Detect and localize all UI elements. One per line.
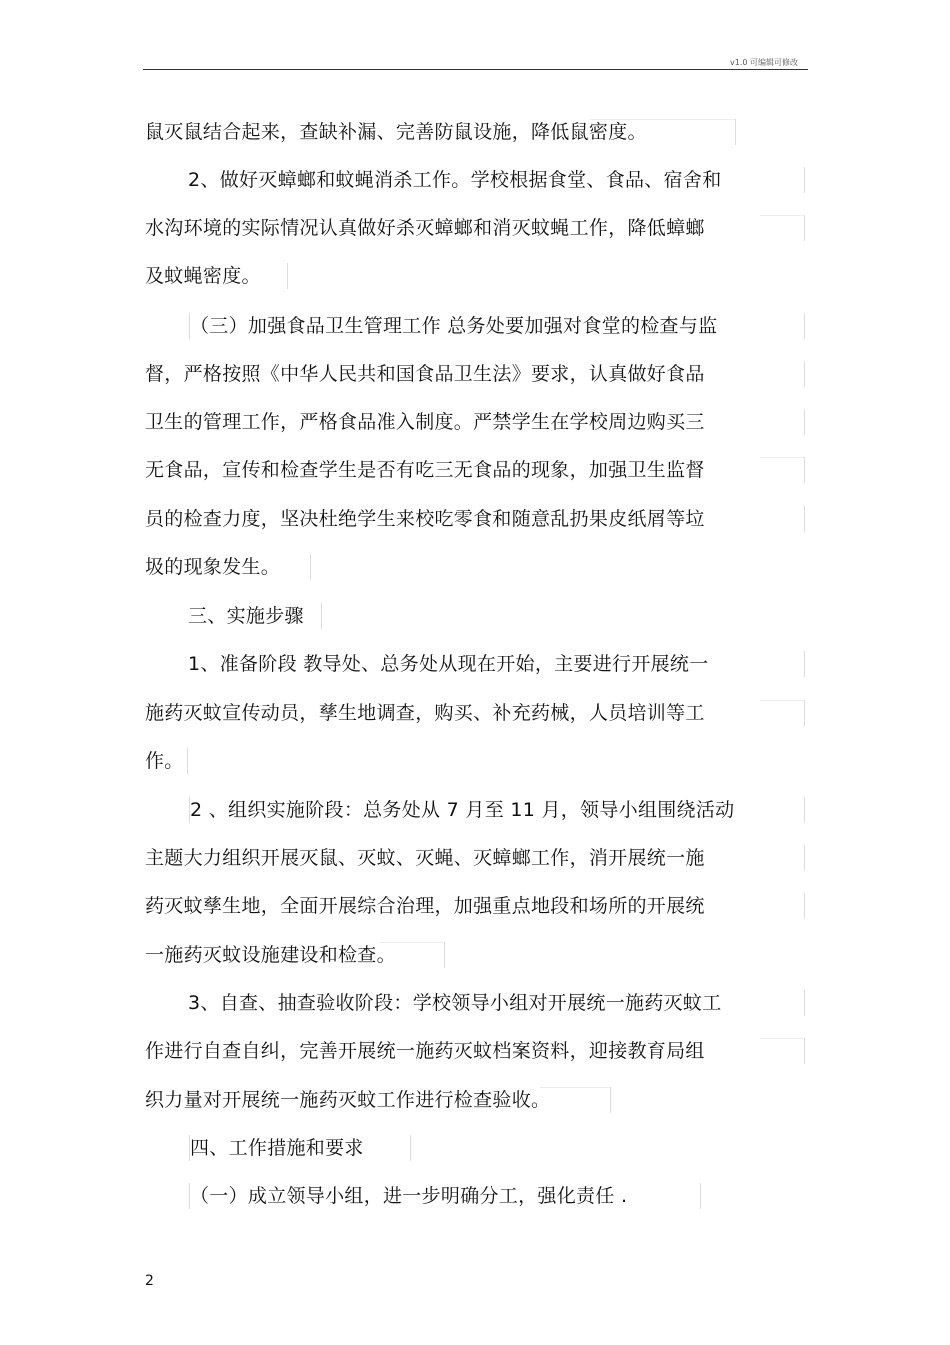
text-line: 2 、组织实施阶段：总务处从 7 月至 11 月，领导小组围绕活动 (190, 799, 735, 821)
frame-bar (804, 1038, 805, 1064)
text-line: 督，严格按照《中华人民共和国食品卫生法》要求，认真做好食品 (145, 363, 705, 385)
frame-bar (610, 1087, 611, 1113)
text-line: 3、自查、抽查验收阶段：学校领导小组对开展统一施药灭蚊工 (188, 992, 722, 1014)
frame-top (760, 215, 804, 216)
frame-bar (189, 313, 190, 339)
frame-bar (804, 700, 805, 726)
text-line: 员的检查力度，坚决杜绝学生来校吃零食和随意乱扔果皮纸屑等垃 (145, 508, 705, 530)
text-line: 无食品，宣传和检查学生是否有吃三无食品的现象，加强卫生监督 (145, 459, 705, 481)
frame-bar (804, 215, 805, 241)
frame-top (760, 457, 804, 458)
frame-bar (189, 1183, 190, 1209)
section-heading: （一）成立领导小组，进一步明确分工，强化责任 . (190, 1185, 628, 1207)
section-heading: 三、实施步骤 (188, 605, 304, 627)
section-heading: 四、工作措施和要求 (190, 1137, 364, 1159)
frame-bar (189, 797, 190, 823)
frame-bar (804, 797, 805, 823)
text-line: 水沟环境的实际情况认真做好杀灭蟑螂和消灭蚊蝇工作，降低蟑螂 (145, 217, 705, 239)
frame-top (760, 1038, 804, 1039)
text-line: 织力量对开展统一施药灭蚊工作进行检查验收。 (145, 1089, 551, 1111)
frame-bar (700, 1183, 701, 1209)
frame-bar (310, 554, 311, 580)
frame-bar (444, 942, 445, 968)
frame-bar (804, 409, 805, 435)
text-line: 卫生的管理工作，严格食品准入制度。严禁学生在学校周边购买三 (145, 411, 705, 433)
page-number: 2 (145, 1273, 154, 1289)
text-line: 主题大力组织开展灭鼠、灭蚊、灭蝇、灭蟑螂工作，消开展统一施 (145, 847, 705, 869)
frame-top (590, 119, 735, 120)
text-line: 施药灭蚊宣传动员，孳生地调查，购买、补充药械，人员培训等工 (145, 702, 705, 724)
text-line: 及蚊蝇密度。 (145, 265, 261, 287)
frame-bar (804, 845, 805, 871)
frame-top (540, 1087, 610, 1088)
text-line: 一施药灭蚊设施建设和检查。 (145, 944, 396, 966)
frame-bar (804, 313, 805, 339)
frame-top (380, 942, 444, 943)
text-line: 作进行自查自纠，完善开展统一施药灭蚊档案资料，迎接教育局组 (145, 1040, 705, 1062)
text-line: 2、做好灭蟑螂和蚊蝇消杀工作。学校根据食堂、食品、宿舍和 (188, 169, 722, 191)
frame-top (760, 700, 804, 701)
frame-bar (804, 506, 805, 532)
frame-bar (187, 748, 188, 774)
text-line: 药灭蚊孳生地，全面开展综合治理，加强重点地段和场所的开展统 (145, 895, 705, 917)
text-line: 圾的现象发生。 (145, 556, 281, 578)
frame-bar (804, 651, 805, 677)
frame-bar (410, 1135, 411, 1161)
header-rule (143, 69, 808, 70)
frame-bar (804, 457, 805, 483)
frame-bar (735, 119, 736, 145)
frame-bar (804, 167, 805, 193)
frame-bar (287, 263, 288, 289)
text-line: 1、准备阶段 教导处、总务处从现在开始，主要进行开展统一 (188, 653, 709, 675)
frame-bar (804, 990, 805, 1016)
text-line: 作。 (145, 750, 184, 772)
section-heading: （三）加强食品卫生管理工作 总务处要加强对食堂的检查与监 (190, 315, 718, 337)
frame-bar (804, 893, 805, 919)
text-line: 鼠灭鼠结合起来，查缺补漏、完善防鼠设施，降低鼠密度。 (145, 121, 647, 143)
frame-bar (321, 603, 322, 629)
frame-bar (804, 361, 805, 387)
version-label: v1.0 可编辑可修改 (730, 58, 798, 67)
frame-bar (189, 1135, 190, 1161)
